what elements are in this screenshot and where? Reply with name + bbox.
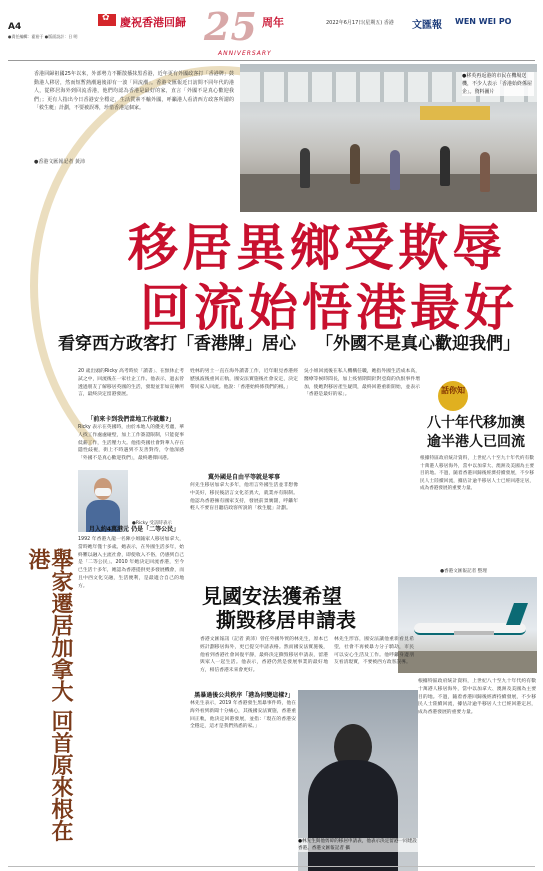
subheadline-right: 「外國不是真心歡迎我們」 xyxy=(316,334,520,354)
anniversary-en: ANNIVERSARY xyxy=(218,50,272,57)
lin-photo-caption: ●林先生與他剪碎的移居申請表，他表示決定留港一同建設香港。香港文匯報記者 攝 xyxy=(298,839,417,851)
did-you-know-badge: 話你知 xyxy=(438,381,468,411)
sidebar-headline-1: 八十年代移加澳 xyxy=(427,415,525,431)
article-col2-section-head: 冀外國是自由平等就是零事 xyxy=(207,474,280,481)
article-col1-body-b: 1992 年香港九龍一名陳小姐隨家人移居加拿大，當時她年僅十多歲。她表示，在外國生活多年，始終難以融入主流社會，即使收入不俗，仍感到自己是「二等公民」。2010 年她決定回流香港，至今已生活十多年，她認為香港提供更多發展機會，而且中西文化交融，生活便利，是最適合自己的地方。 xyxy=(78,537,184,589)
anniversary-number: 25 xyxy=(204,4,257,49)
second-story-body: 香港文匯報訊（記者 黃沛）曾任外國外貿的林先生，原本已經計劃移居海外，更已提交申請表格。然而國安法實施後，他看到香港社會回復平靜，最終決定撕毀移居申請表，留港與家人一起生活。他表示，香港仍然是發展事業的最好地方，相信香港未來會更好。 xyxy=(200,637,328,674)
second-story-body-right: 林先生形容，國安法讓他重新看見希望，社會不再被暴力分子騎劫，市民可以安心生活及工作。他呼籲身邊朋友看清現實，不要被西方政客誤導。 xyxy=(334,637,414,666)
second-headline-line2: 撕毀移居申請表 xyxy=(216,608,356,632)
article-col2-body-b: 林先生表示，2019 年香港發生黑暴事件時，他在海外看到新聞十分痛心，其後國安法實施，香港重回正軌，他決定回港發展，並指：「現在的香港安全穩定，這才是我們熟悉的家。」 xyxy=(190,701,296,730)
article-col2-body: 何先生移居加拿大多年，他坦言外國生活並非想像中美好，移民後語言文化差異大，就業亦有限制。他認為香港擁有國家支持，發展前景廣闊，呼籲年輕人不要盲目聽信政客所說的「救生艇」計劃。 xyxy=(190,483,298,512)
lead-byline: ●香港文匯報記者 黃沛 xyxy=(34,159,85,165)
lead-paragraph: 香港回歸祖國25年以來，外部勢力不斷散播抹黑香港，近年更有外國政客打「香港牌」鼓動港人移居，然而短暫熱潮過後卻有一波「回流潮」。香港文匯報近日訪問不同年代的港人，從移居海外到回流香港，他們均認為香港是最好的家，直言「外國不是真心歡迎我們」；更有人指出今日香港安全穩定，生活質素不輸外國，呼籲港人看清西方政客所謂的「救生艇」計劃，不要被誤導，珍惜香港這個家。 xyxy=(34,71,234,112)
article-col1-intro: 20 歲出頭的Ricky 高考時於「讀書」、在無休止考試之中，回流後在一家社企工作。他表示，過去曾透過朋友了解移居英國的生活，發現並非如宣傳所言，最終決定留港發展。 xyxy=(78,369,184,398)
portrait-caption: ●Ricky 受訪時表示 xyxy=(132,521,172,526)
header-rule xyxy=(8,60,535,61)
article-col1-body: Ricky 表示在英國時，由於本地人的優先考慮，華人找工作處處碰壁，加上工作簽證限制，只能從事低薪工作，生活壓力大。他指英國社會對華人存在隱性歧視，街上不時遇到不友善對待，令他深感「外國不是真心歡迎我們」，最終選擇回港。 xyxy=(78,425,184,462)
sidebar-source: ●香港文匯報記者 整理 xyxy=(440,569,487,574)
sidebar-headline-2: 逾半港人已回流 xyxy=(427,434,525,450)
paper-name: 文匯報 xyxy=(412,20,442,31)
issue-date: 2022年6月17日(星期五) 香港 xyxy=(326,20,394,26)
photo-caption: ●移英再返港的市民在機場送機，不少人表示「香港始終係屋企」。資料圖片 xyxy=(462,73,533,95)
article-col3-body: 吳小姐回流後在私人機構任職，她指外國生活成本高，醫療等候時間長，加上疫情期間針對亞裔的仇恨事件增加，使她對移居產生疑問，最終回港重新開始，並表示「香港是最好的家」。 xyxy=(304,369,420,398)
article-col1-section-head-b: 月入約4萬港元 仍是「二等公民」 xyxy=(88,526,180,533)
main-headline-line1: 移居異鄉受欺辱 xyxy=(128,218,506,277)
article-col2-section-head-b: 黑暴過後公共秩序「港為何變這樣?」 xyxy=(194,692,294,699)
editor-credits: ●責任編輯：霍裕于 ●版面設計：日 明 xyxy=(8,34,78,39)
vertical-headline: 舉家遷居加拿大 回首原來根在港 xyxy=(25,548,74,842)
article-col2-intro: 姓林的男士一直在海外讀書工作，近年眼見香港經歷風波後重回正軌，國安法實施後社會安定，決定帶同家人回流。他說：「香港始終係我們的根。」 xyxy=(190,369,298,390)
sidebar-continued: 根據特區政府統計資料，上世紀八十至九十年代約有數十萬港人移居海外，當中以加拿大、澳洲及美國為主要目的地。不過，隨着香港回歸後經濟持續發展，不少移民人士陸續回流，據估計逾半移居人士已經回港定居，成為香港發展的重要力量。 xyxy=(418,679,536,716)
sidebar-body: 根據特區政府統計資料，上世紀八十至九十年代約有數十萬港人移居海外，當中以加拿大、澳洲及美國為主要目的地。不過，隨着香港回歸後經濟持續發展，不少移民人士陸續回流，據估計逾半移居人士已經回港定居，成為香港發展的重要力量。 xyxy=(420,456,534,492)
hk-flag-icon xyxy=(98,14,116,26)
page-number: A4 xyxy=(8,22,22,32)
anniversary-suffix: 周年 xyxy=(262,16,284,29)
interviewee-portrait xyxy=(78,470,128,532)
section-title: 慶祝香港回歸 xyxy=(120,16,186,29)
main-headline-line2: 回流始悟港最好 xyxy=(140,278,518,337)
subheadline-left: 看穿西方政客打「香港牌」居心 xyxy=(58,334,296,354)
second-headline-line1: 見國安法獲希望 xyxy=(202,584,342,608)
footer-rule xyxy=(8,866,535,867)
airplane-photo xyxy=(398,577,537,673)
paper-name-en: WEN WEI PO xyxy=(455,17,512,26)
article-col1-section-head: 「前來卡到我們當地工作就難?」 xyxy=(87,416,175,423)
